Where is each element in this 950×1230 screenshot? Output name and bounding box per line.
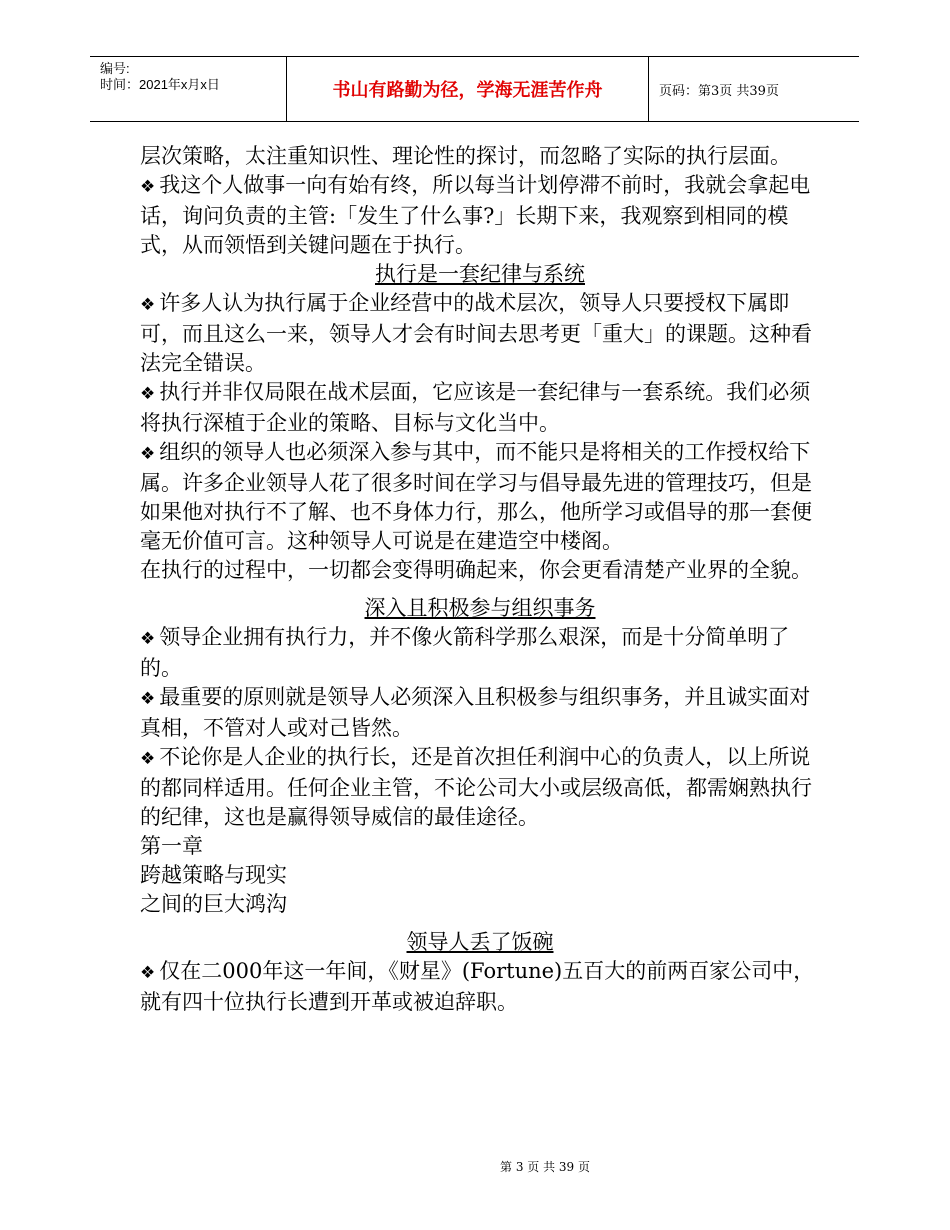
bullet-paragraph <box>140 378 820 438</box>
diamond-bullet-icon: ❖ <box>140 384 156 404</box>
diamond-bullet-icon: ❖ <box>140 295 156 315</box>
bullet-paragraph <box>140 171 820 260</box>
bullet-paragraph <box>140 683 820 743</box>
bullet-paragraph <box>140 743 820 832</box>
page-footer: 第 3 页 共 39 页 <box>500 1160 590 1174</box>
section-heading: 领导人丢了饭碗 <box>406 930 554 954</box>
paragraph: 第一章 <box>140 834 203 858</box>
page-header <box>90 56 859 122</box>
bullet-paragraph <box>140 438 820 556</box>
diamond-bullet-icon: ❖ <box>140 177 156 197</box>
header-meta <box>90 57 287 121</box>
bullet-text: 最重要的原则就是领导人必须深入且积极参与组织事务，并且诚实面对真相，不管对人或对己皆然。 <box>140 685 811 740</box>
document-body <box>140 142 820 1017</box>
header-page-info: 页码：第3页 共39页 <box>659 83 779 99</box>
bullet-text: 仅在二000年这一年间，《财星》(Fortune)五百大的前两百家公司中，就有四十位执行长遭到开革或被迫辞职。 <box>140 959 815 1014</box>
paragraph: 层次策略，太注重知识性、理论性的探讨，而忽略了实际的执行层面。 <box>140 144 791 168</box>
bullet-paragraph <box>140 957 820 1017</box>
bullet-paragraph <box>140 289 820 378</box>
diamond-bullet-icon: ❖ <box>140 963 156 983</box>
diamond-bullet-icon: ❖ <box>140 629 156 649</box>
bullet-text: 组织的领导人也必须深入参与其中，而不能只是将相关的工作授权给下属。许多企业领导人花了很多时间在学习与倡导最先进的管理技巧，但是如果他对执行不了解、也不身体力行，那么，他所学习或倡导的那一套便毫无价值可言。这种领导人可说是在建造空中楼阁。 <box>140 440 812 553</box>
diamond-bullet-icon: ❖ <box>140 444 156 464</box>
diamond-bullet-icon: ❖ <box>140 749 156 769</box>
bullet-paragraph <box>140 623 820 683</box>
bullet-text: 我这个人做事一向有始有终，所以每当计划停滞不前时，我就会拿起电话，询问负责的主管:「发生了什么事?」长期下来，我观察到相同的模式，从而领悟到关键问题在于执行。 <box>140 173 811 257</box>
diamond-bullet-icon: ❖ <box>140 689 156 709</box>
bullet-text: 执行并非仅局限在战术层面，它应该是一套纪律与一套系统。我们必须将执行深植于企业的策略、目标与文化当中。 <box>140 380 811 435</box>
number-label: 编号: <box>100 61 130 76</box>
section-heading: 执行是一套纪律与系统 <box>375 262 585 286</box>
time-label: 时间：2021年x月x日 <box>100 77 220 92</box>
bullet-text: 不论你是人企业的执行长，还是首次担任利润中心的负责人，以上所说的都同样适用。任何企业主管，不论公司大小或层级高低，都需娴熟执行的纪律，这也是赢得领导威信的最佳途径。 <box>140 745 812 829</box>
paragraph: 在执行的过程中，一切都会变得明确起来，你会更看清楚产业界的全貌。 <box>140 558 812 582</box>
header-motto: 书山有路勤为径，学海无涯苦作舟 <box>287 57 649 121</box>
section-heading: 深入且积极参与组织事务 <box>364 596 596 620</box>
bullet-text: 领导企业拥有执行力，并不像火箭科学那么艰深，而是十分简单明了的。 <box>140 625 790 680</box>
paragraph: 跨越策略与现实 <box>140 863 287 887</box>
paragraph: 之间的巨大鸿沟 <box>140 892 287 916</box>
bullet-text: 许多人认为执行属于企业经营中的战术层次，领导人只要授权下属即可，而且这么一来，领导人才会有时间去思考更「重大」的课题。这种看法完全错误。 <box>140 291 812 375</box>
